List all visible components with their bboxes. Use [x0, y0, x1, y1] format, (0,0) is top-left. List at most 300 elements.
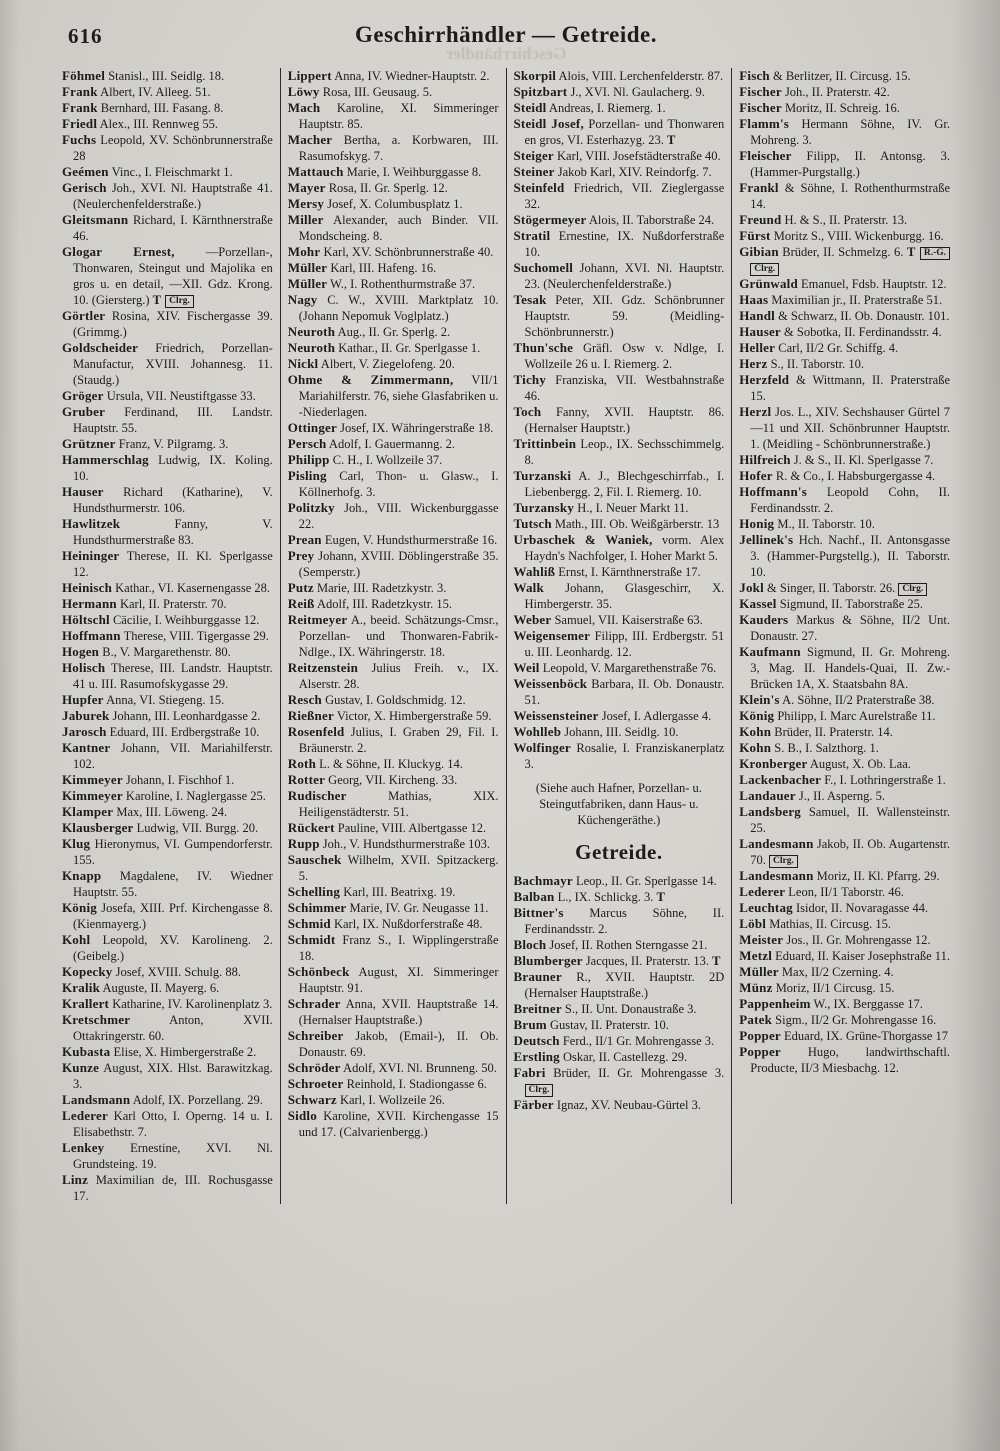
- directory-entry: [514, 148, 725, 164]
- entry-name: Kubasta: [62, 1044, 111, 1059]
- entry-name: König: [62, 900, 97, 915]
- entry-name: Steiner: [513, 164, 555, 179]
- entry-name: Kunze: [62, 1060, 100, 1075]
- entry-address-text: Carl, Thon- u. Glasw., I. Köllnerhofg. 3.: [298, 469, 499, 499]
- entry-address-text: Moritz, II. Schreig. 16.: [781, 101, 900, 115]
- entry-address-text: Adolf, IX. Porzellang. 29.: [130, 1093, 263, 1107]
- directory-entry: [62, 660, 273, 692]
- entry-name: Kralik: [62, 980, 101, 995]
- entry-name: Landauer: [739, 788, 796, 803]
- entry-address-text: Ernestine, XVI. Nl. Grundsteing. 19.: [73, 1141, 273, 1171]
- directory-entry: [62, 932, 273, 964]
- page-title: Geschirrhändler — Getreide.: [354, 22, 658, 47]
- directory-entry: [288, 1028, 499, 1060]
- entry-address-text: W., IX. Berggasse 17.: [810, 997, 923, 1011]
- directory-entry: [62, 1092, 273, 1108]
- section-heading: Getreide.: [575, 840, 663, 864]
- entry-name: Krallert: [62, 996, 110, 1011]
- entry-address-text: Katharine, IV. Karolinenplatz 3.: [109, 997, 273, 1011]
- directory-entry: [62, 1172, 273, 1204]
- directory-entry: [288, 164, 499, 180]
- entry-name: Nagy: [287, 292, 318, 307]
- entry-address-text: Adolf, I. Gauermanng. 2.: [326, 437, 455, 451]
- directory-entry: [514, 628, 725, 660]
- directory-entry: [739, 644, 950, 692]
- entry-name: Freund: [739, 212, 782, 227]
- entry-address-text: Samuel, VII. Kaiserstraße 63.: [551, 613, 703, 627]
- entry-address-text: VII/1 Mariahilferstr. 76, siehe Glasfabriken u. -Niederlagen.: [298, 373, 499, 419]
- directory-entry: [514, 68, 725, 84]
- entry-name: Klein's: [739, 692, 780, 707]
- entry-name: Lippert: [287, 68, 332, 83]
- entry-name: Kimmeyer: [62, 772, 123, 787]
- directory-entry: [288, 724, 499, 756]
- directory-entry: [62, 1044, 273, 1060]
- entry-address-text: L., IX. Schlickg. 3.: [554, 890, 654, 904]
- entry-address-text: Markus & Söhne, II/2 Unt. Donaustr. 27.: [750, 613, 950, 643]
- entry-address-text: Vinc., I. Fleischmarkt 1.: [108, 165, 233, 179]
- entry-address-text: Karoline, XVII. Kirchengasse 15 und 17. (Calvarienbergg.): [298, 1109, 499, 1139]
- directory-entry: [514, 292, 725, 340]
- directory-entry: [739, 964, 950, 980]
- entry-name: Lackenbacher: [739, 772, 822, 787]
- entry-address-text: Reinhold, I. Stadiongasse 6.: [343, 1077, 487, 1091]
- entry-address-text: A. J., Blechgeschirrfab., I. Liebenbergg. 2, Fil. I. Riemerg. 10.: [524, 469, 725, 499]
- entry-address-text: Julius Freih. v., IX. Alserstr. 28.: [298, 661, 499, 691]
- entry-address-text: Sigmund, II. Taborstraße 25.: [776, 597, 924, 611]
- entry-name: Grünwald: [739, 276, 798, 291]
- directory-entry: [62, 180, 273, 212]
- entry-address-text: S., II. Unt. Donaustraße 3.: [561, 1002, 697, 1016]
- entry-name: Hawlitzek: [62, 516, 121, 531]
- entry-address-text: Joh., V. Hundsthurmerstraße 103.: [319, 837, 491, 851]
- directory-entry: [62, 628, 273, 644]
- directory-entry: [288, 500, 499, 532]
- entry-address-text: Brüder, II. Schmelzg. 6.: [778, 245, 904, 259]
- entry-address-text: Karl, I. Wollzeile 26.: [336, 1093, 445, 1107]
- entry-address-text: & Sobotka, II. Ferdinandsstr. 4.: [780, 325, 942, 339]
- boxed-tag: Clrg.: [898, 583, 927, 596]
- entry-address-text: Rosina, XIV. Fischergasse 39. (Grimmg.): [73, 309, 273, 339]
- entry-name: Metzl: [739, 948, 773, 963]
- directory-entry: [62, 772, 273, 788]
- entry-name: Hermann: [62, 596, 117, 611]
- directory-entry: [739, 516, 950, 532]
- directory-entry: [739, 484, 950, 516]
- directory-entry: [514, 116, 725, 148]
- entry-name: Neuroth: [287, 324, 336, 339]
- entry-name: Hammerschlag: [62, 452, 149, 467]
- entry-name: Kaufmann: [739, 644, 801, 659]
- entry-name: Schröder: [287, 1060, 341, 1075]
- directory-entry: [514, 1049, 725, 1065]
- directory-entry: [62, 516, 273, 548]
- entry-address-text: Eduard, II. Kaiser Josephstraße 11.: [772, 949, 950, 963]
- entry-address-text: B., V. Margarethenstr. 80.: [99, 645, 231, 659]
- entry-name: Steidl: [513, 100, 547, 115]
- directory-entry: [288, 132, 499, 164]
- entry-name: Friedl: [62, 116, 98, 131]
- directory-entry: [739, 996, 950, 1012]
- directory-entry: [62, 644, 273, 660]
- directory-entry: [739, 900, 950, 916]
- entry-address-text: Filipp, III. Erdbergstr. 51 u. III. Leonhardg. 12.: [524, 629, 725, 659]
- entry-address-text: Maximilian de, III. Rochusgasse 17.: [73, 1173, 273, 1203]
- directory-entry: [739, 68, 950, 84]
- telephone-tag: T: [152, 293, 162, 307]
- directory-entry: [514, 660, 725, 676]
- directory-entry: [514, 905, 725, 937]
- entry-address-text: Rosalie, I. Franziskanerplatz 3.: [524, 741, 725, 771]
- directory-entry: [514, 468, 725, 500]
- entry-address-text: August, XIX. Hlst. Barawitzkag. 3.: [73, 1061, 273, 1091]
- directory-entry: [62, 340, 273, 388]
- entry-address-text: Mathias, II. Circusg. 15.: [766, 917, 892, 931]
- directory-entry: [288, 532, 499, 548]
- directory-entry: [514, 1097, 725, 1113]
- directory-entry: [62, 388, 273, 404]
- telephone-tag: T: [906, 245, 917, 259]
- entry-address-text: Josef, I. Adlergasse 4.: [598, 709, 712, 723]
- entry-address-text: Joh., VIII. Wickenburggasse 22.: [298, 501, 499, 531]
- entry-name: Reitzenstein: [287, 660, 359, 675]
- directory-entry: [62, 820, 273, 836]
- entry-name: Weissensteiner: [513, 708, 599, 723]
- entry-address-text: Porzellan- und Thonwaren en gros, VI. Esterhazyg. 23.: [524, 117, 725, 147]
- entry-name: Linz: [62, 1172, 89, 1187]
- entry-address-text: Stanisl., III. Seidlg. 18.: [105, 69, 225, 83]
- entry-name: Reiß: [287, 596, 315, 611]
- entry-name: Honig: [739, 516, 775, 531]
- directory-entry: [288, 468, 499, 500]
- entry-name: Trittinbein: [513, 436, 577, 451]
- entry-name: Hoffmann's: [739, 484, 807, 499]
- entry-name: Ohme & Zimmermann,: [287, 372, 454, 387]
- entry-address-text: Oskar, II. Castellezg. 29.: [559, 1050, 688, 1064]
- entry-address-text: Samuel, II. Wallensteinstr. 25.: [750, 805, 950, 835]
- entry-address-text: Eduard, III. Erdbergstraße 10.: [106, 725, 260, 739]
- entry-name: Rotter: [287, 772, 326, 787]
- entry-name: Wolfinger: [513, 740, 571, 755]
- directory-entry: [288, 356, 499, 372]
- directory-entry: [288, 244, 499, 260]
- entry-name: Frank: [62, 84, 98, 99]
- directory-entry: [62, 1012, 273, 1044]
- directory-entry: [514, 164, 725, 180]
- entry-address-text: Albert, IV. Alleeg. 51.: [97, 85, 211, 99]
- directory-entry: [739, 244, 950, 276]
- entry-name: Heller: [739, 340, 776, 355]
- entry-name: Herz: [739, 356, 768, 371]
- entry-name: Lenkey: [62, 1140, 105, 1155]
- directory-entry: [739, 788, 950, 804]
- directory-entry: [288, 420, 499, 436]
- directory-entry: [739, 580, 950, 596]
- entry-address-text: Mathias, XIX. Heiligenstädterstr. 51.: [298, 789, 499, 819]
- directory-entry: [514, 532, 725, 564]
- entry-address-text: Ignaz, XV. Neubau-Gürtel 3.: [553, 1098, 701, 1112]
- entry-name: Goldscheider: [62, 340, 139, 355]
- entry-address-text: Ursula, VII. Neustiftgasse 33.: [103, 389, 256, 403]
- directory-entry: [288, 196, 499, 212]
- directory-entry: [739, 884, 950, 900]
- entry-name: Skorpil: [513, 68, 557, 83]
- entry-address-text: Gustav, II. Praterstr. 10.: [546, 1018, 669, 1032]
- directory-entry: [62, 84, 273, 100]
- entry-name: Schimmer: [287, 900, 347, 915]
- directory-entry: [62, 1060, 273, 1092]
- entry-address-text: Bernhard, III. Fasang. 8.: [97, 101, 224, 115]
- entry-address-text: Karl, IX. Nußdorferstraße 48.: [330, 917, 483, 931]
- directory-entry: [739, 116, 950, 148]
- directory-entry: [62, 868, 273, 900]
- entry-name: Steidl Josef,: [513, 116, 584, 131]
- directory-entry: [739, 324, 950, 340]
- entry-address-text: Leopold, XV. Schönbrunnerstraße 28: [73, 133, 273, 163]
- directory-column-4: [731, 68, 950, 1204]
- directory-entry: [62, 164, 273, 180]
- entry-address-text: Therese, VIII. Tigergasse 29.: [120, 629, 269, 643]
- entry-name: Patek: [739, 1012, 773, 1027]
- directory-entry: [514, 740, 725, 772]
- entry-address-text: Jakob Karl, XIV. Reindorfg. 7.: [554, 165, 712, 179]
- directory-entry: [514, 612, 725, 628]
- entry-address-text: Moriz, II/1 Circusg. 15.: [772, 981, 895, 995]
- entry-name: Kantner: [62, 740, 111, 755]
- entry-address-text: Friedrich, VII. Zieglergasse 32.: [524, 181, 725, 211]
- directory-entry: [739, 804, 950, 836]
- entry-name: König: [739, 708, 775, 723]
- directory-entry: [288, 900, 499, 916]
- directory-entry: [288, 1076, 499, 1092]
- entry-address-text: Marcus Söhne, II. Ferdinandsstr. 2.: [524, 906, 725, 936]
- directory-entry: [288, 756, 499, 772]
- entry-name: Pappenheim: [739, 996, 811, 1011]
- directory-entry: [514, 500, 725, 516]
- directory-entry: [288, 932, 499, 964]
- entry-address-text: Aug., II. Gr. Sperlg. 2.: [335, 325, 451, 339]
- entry-address-text: Anna, VI. Stiegeng. 15.: [103, 693, 225, 707]
- directory-entry: [739, 468, 950, 484]
- directory-entry: [739, 932, 950, 948]
- entry-name: Fuchs: [62, 132, 97, 147]
- directory-entry: [288, 660, 499, 692]
- directory-entry: [62, 68, 273, 84]
- entry-address-text: L. & Söhne, II. Kluckyg. 14.: [316, 757, 463, 771]
- entry-name: Jarosch: [62, 724, 107, 739]
- entry-name: Weissenböck: [513, 676, 588, 691]
- directory-entry: [739, 612, 950, 644]
- entry-name: Resch: [287, 692, 322, 707]
- directory-entry: [739, 708, 950, 724]
- entry-address-text: Magdalene, IV. Wiedner Hauptstr. 55.: [73, 869, 273, 899]
- entry-address-text: Jos. L., XIV. Sechshauser Gürtel 7—11 und XII. Schönbrunner Hauptstr. 1. (Meidling - Schönbrunnerstraße.): [750, 405, 950, 451]
- directory-entry: [288, 836, 499, 852]
- directory-entry: [288, 916, 499, 932]
- entry-name: Prey: [287, 548, 315, 563]
- entry-address-text: Sigmund, II. Gr. Mohreng. 3, Mag. II. Handels-Quai, II. Zw.-Brücken 1A, X. Staatsbahn 8A.: [750, 645, 950, 691]
- entry-name: Schönbeck: [287, 964, 350, 979]
- entry-name: Weber: [513, 612, 552, 627]
- entry-address-text: C. W., XVIII. Marktplatz 10. (Johann Nepomuk Voglplatz.): [298, 293, 499, 323]
- entry-address-text: Johann, Glasgeschirr, X. Himbergerstr. 35.: [524, 581, 725, 611]
- entry-name: Mayer: [287, 180, 326, 195]
- entry-name: Tesak: [513, 292, 547, 307]
- entry-address-text: Johann, I. Fischhof 1.: [122, 773, 235, 787]
- entry-name: Popper: [739, 1028, 781, 1043]
- entry-address-text: Philipp, I. Marc Aurelstraße 11.: [774, 709, 936, 723]
- entry-address-text: Johann, XVI. Nl. Hauptstr. 23. (Neulerchenfelderstraße.): [524, 261, 725, 291]
- entry-address-text: Marie, IV. Gr. Neugasse 11.: [346, 901, 489, 915]
- entry-name: Blumberger: [513, 953, 583, 968]
- entry-name: Jaburek: [62, 708, 110, 723]
- entry-name: Macher: [287, 132, 333, 147]
- entry-address-text: Ernestine, IX. Nußdorferstraße 10.: [524, 229, 725, 259]
- boxed-tag: Clrg.: [750, 263, 779, 276]
- directory-entry: [288, 548, 499, 580]
- entry-name: Mersy: [287, 196, 325, 211]
- entry-name: Löbl: [739, 916, 767, 931]
- entry-address-text: Marie, III. Radetzkystr. 3.: [313, 581, 447, 595]
- directory-entry: [288, 996, 499, 1028]
- entry-address-text: Adolf, III. Radetzkystr. 15.: [314, 597, 453, 611]
- entry-name: Schmidt: [287, 932, 336, 947]
- entry-address-text: Ferdinand, III. Landstr. Hauptstr. 55.: [73, 405, 273, 435]
- directory-entry: [62, 100, 273, 116]
- entry-address-text: Karoline, I. Naglergasse 25.: [122, 789, 266, 803]
- entry-name: Kimmeyer: [62, 788, 123, 803]
- directory-entry: [739, 980, 950, 996]
- directory-entry: [62, 692, 273, 708]
- directory-entry: [514, 404, 725, 436]
- directory-entry: [514, 708, 725, 724]
- entry-name: Meister: [739, 932, 784, 947]
- directory-entry: [62, 1108, 273, 1140]
- entry-address-text: Julius, I. Graben 29, Fil. I. Bräunerstr. 2.: [298, 725, 499, 755]
- entry-address-text: Leop., IX. Sechsschimmelg. 8.: [524, 437, 725, 467]
- directory-entry: [62, 116, 273, 132]
- entry-name: Kohn: [739, 724, 772, 739]
- entry-address-text: Kathar., VI. Kasernengasse 28.: [112, 581, 271, 595]
- entry-name: Löwy: [287, 84, 320, 99]
- directory-entry: [288, 324, 499, 340]
- directory-entry: [62, 132, 273, 164]
- entry-name: Fabri: [513, 1065, 546, 1080]
- entry-name: Sidlo: [287, 1108, 317, 1123]
- entry-address-text: Alois, II. Taborstraße 24.: [586, 213, 715, 227]
- entry-name: Leuchtag: [739, 900, 793, 915]
- directory-column-2: [280, 68, 506, 1204]
- entry-name: Landsmann: [62, 1092, 131, 1107]
- directory-entry: [288, 68, 499, 84]
- entry-name: Kauders: [739, 612, 789, 627]
- entry-address-text: Franz, V. Pilgramg. 3.: [115, 437, 229, 451]
- entry-address-text: Friedrich, Porzellan-Manufactur, XVIII. Johannesg. 11. (Staudg.): [73, 341, 273, 387]
- entry-name: Fleischer: [739, 148, 792, 163]
- entry-address-text: Peter, XII. Gdz. Schönbrunner Hauptstr. 59. (Meidling-Schönbrunnerstr.): [524, 293, 725, 339]
- directory-entry: [62, 484, 273, 516]
- entry-name: Bittner's: [513, 905, 564, 920]
- directory-entry: [514, 340, 725, 372]
- directory-entry: [514, 100, 725, 116]
- entry-address-text: Josefa, XIII. Prf. Kirchengasse 8. (Kienmayerg.): [73, 901, 273, 931]
- entry-address-text: Victor, X. Himbergerstraße 59.: [333, 709, 492, 723]
- entry-name: Thun'sche: [513, 340, 574, 355]
- entry-address-text: Josef, X. Columbusplatz 1.: [324, 197, 463, 211]
- entry-address-text: Sigm., II/2 Gr. Mohrengasse 16.: [772, 1013, 937, 1027]
- directory-entry: [288, 1092, 499, 1108]
- entry-name: Erstling: [513, 1049, 560, 1064]
- entry-address-text: F., I. Lothringerstraße 1.: [821, 773, 946, 787]
- directory-entry: [514, 937, 725, 953]
- directory-entry: [62, 980, 273, 996]
- entry-address-text: Carl, II/2 Gr. Schiffg. 4.: [775, 341, 899, 355]
- directory-entry: [739, 1012, 950, 1028]
- entry-address-text: Max, III. Löweng. 24.: [113, 805, 228, 819]
- entry-address-text: Kathar., II. Gr. Sperlgasse 1.: [335, 341, 481, 355]
- entry-name: Brauner: [513, 969, 562, 984]
- entry-address-text: Josef, II. Rothen Sterngasse 21.: [546, 938, 708, 952]
- entry-address-text: Cäcilie, I. Weihburggasse 12.: [109, 613, 260, 627]
- directory-entry: [739, 308, 950, 324]
- directory-entry: [739, 372, 950, 404]
- entry-address-text: Karl, VIII. Josefstädterstraße 40.: [553, 149, 721, 163]
- entry-address-text: Karoline, XI. Simmeringer Hauptstr. 85.: [298, 101, 499, 131]
- directory-entry: [514, 436, 725, 468]
- entry-name: Müller: [287, 260, 328, 275]
- directory-entry: [514, 889, 725, 905]
- directory-entry: [288, 292, 499, 324]
- entry-name: Wahliß: [513, 564, 556, 579]
- directory-entry: [288, 1060, 499, 1076]
- directory-entry: [62, 612, 273, 628]
- entry-address-text: vorm. Alex Haydn's Nachfolger, I. Hoher Markt 5.: [524, 533, 725, 563]
- entry-name: Stratil: [513, 228, 551, 243]
- entry-name: Popper: [739, 1044, 781, 1059]
- entry-name: Spitzbart: [513, 84, 568, 99]
- entry-address-text: Leopold, V. Margarethenstraße 76.: [539, 661, 717, 675]
- entry-address-text: Leop., II. Gr. Sperlgasse 14.: [572, 874, 717, 888]
- entry-name: Brum: [513, 1017, 547, 1032]
- entry-address-text: H., I. Neuer Markt 11.: [574, 501, 689, 515]
- entry-name: Tichy: [513, 372, 547, 387]
- directory-entry: [739, 340, 950, 356]
- entry-address-text: Pauline, VIII. Albertgasse 12.: [334, 821, 487, 835]
- boxed-tag: Clrg.: [165, 295, 194, 308]
- entry-address-text: Hermann Söhne, IV. Gr. Mohreng. 3.: [750, 117, 950, 147]
- entry-address-text: J., II. Asperng. 5.: [795, 789, 885, 803]
- entry-name: Kassel: [739, 596, 777, 611]
- directory-entry: [62, 788, 273, 804]
- entry-address-text: Karl, III. Hafeng. 16.: [327, 261, 437, 275]
- directory-entry: [62, 836, 273, 868]
- entry-address-text: August, X. Ob. Laa.: [807, 757, 911, 771]
- entry-address-text: Jacques, II. Praterstr. 13.: [582, 954, 710, 968]
- entry-name: Breitner: [513, 1001, 562, 1016]
- directory-entry: [288, 852, 499, 884]
- directory-entry: [739, 228, 950, 244]
- directory-entry: [739, 452, 950, 468]
- entry-name: Herzfeld: [739, 372, 790, 387]
- directory-entry: [514, 580, 725, 612]
- directory-entry: [514, 564, 725, 580]
- entry-name: Ottinger: [287, 420, 338, 435]
- entry-address-text: & Schwarz, II. Ob. Donaustr. 101.: [774, 309, 950, 323]
- entry-name: Gibian: [739, 244, 779, 259]
- directory-entry: [514, 180, 725, 212]
- entry-address-text: & Singer, II. Taborstr. 26.: [763, 581, 896, 595]
- directory-entry: [514, 516, 725, 532]
